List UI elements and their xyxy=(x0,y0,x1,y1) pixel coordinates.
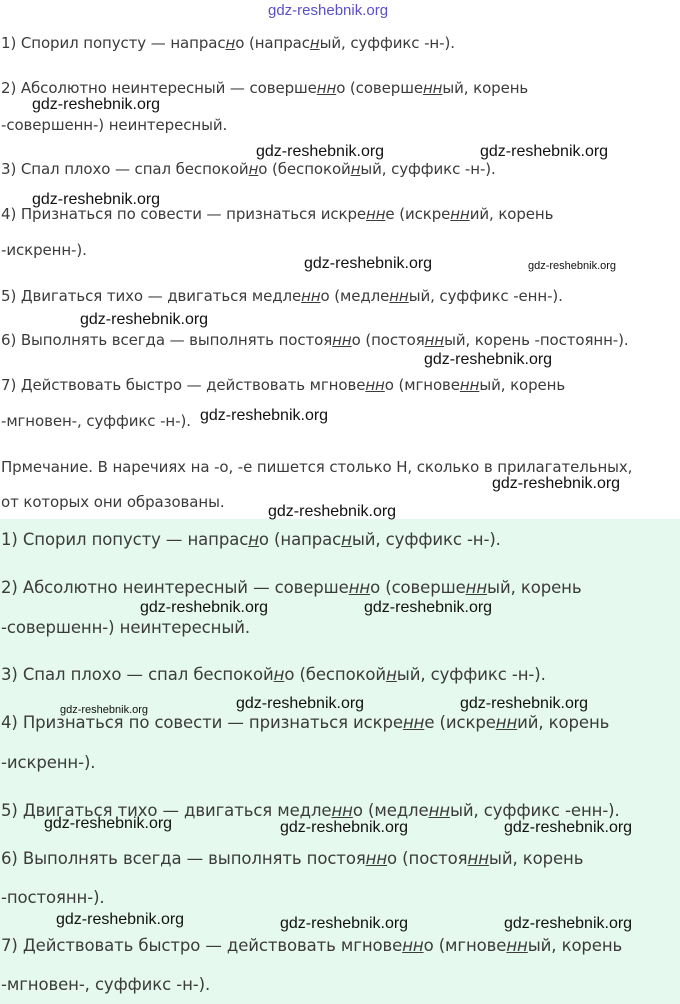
text-segment: ый, корень xyxy=(442,79,529,97)
watermark: gdz-reshebnik.org xyxy=(140,599,269,616)
answer-line xyxy=(1,375,565,395)
text-segment: Прмечание. В наречиях на -о, -е пишется столько Н, сколько в прилагательных, xyxy=(1,458,633,476)
text-segment: ый, корень -постоянн-). xyxy=(444,331,629,349)
text-segment: ый, суффикс -н-). xyxy=(351,530,501,549)
watermark: gdz-reshebnik.org xyxy=(492,475,621,492)
text-segment: о (беспокой xyxy=(258,160,351,178)
text-segment: 5) Двигаться тихо — двигаться медле xyxy=(1,287,302,305)
answer-line xyxy=(1,530,501,550)
watermark: gdz-reshebnik.org xyxy=(80,311,209,328)
underlined-letters: нн xyxy=(389,287,409,305)
text-segment: ый, суффикс -енн-). xyxy=(449,801,620,820)
text-segment: 4) Признаться по совести — признаться искре xyxy=(1,713,403,732)
underlined-letters: н xyxy=(225,34,236,52)
text-segment: 6) Выполнять всегда — выполнять постоя xyxy=(1,849,366,868)
underlined-letters: нн xyxy=(365,849,388,868)
text-segment: 6) Выполнять всегда — выполнять постоя xyxy=(1,331,333,349)
text-segment: ий, корень xyxy=(517,713,610,732)
text-segment: ый, суффикс -н-). xyxy=(360,160,496,178)
underlined-letters: нн xyxy=(495,713,518,732)
answer-line xyxy=(1,849,583,869)
watermark: gdz-reshebnik.org xyxy=(60,704,149,716)
text-segment: ый, суффикс -енн-). xyxy=(408,287,563,305)
answer-line xyxy=(1,33,455,53)
text-segment: о (медле xyxy=(352,801,429,820)
text-segment: от которых они образованы. xyxy=(1,493,225,511)
text-segment: -искренн-). xyxy=(1,753,96,772)
watermark: gdz-reshebnik.org xyxy=(304,255,433,272)
text-segment: о (постоя xyxy=(387,849,468,868)
note-line xyxy=(1,457,632,477)
watermark: gdz-reshebnik.org xyxy=(200,407,329,424)
watermark: gdz-reshebnik.org xyxy=(32,96,161,113)
text-segment: -совершенн-) неинтересный. xyxy=(1,116,228,134)
underlined-letters: нн xyxy=(428,801,450,820)
answer-line xyxy=(1,240,87,260)
text-segment: о (соверше xyxy=(336,79,423,97)
answer-line xyxy=(1,618,250,638)
underlined-letters: н xyxy=(386,665,397,684)
watermark: gdz-reshebnik.org xyxy=(460,695,589,712)
text-segment: 7) Действовать быстро — действовать мгнове xyxy=(1,376,366,394)
underlined-letters: н xyxy=(248,530,259,549)
underlined-letters: нн xyxy=(331,801,353,820)
underlined-letters: нн xyxy=(348,578,371,597)
answer-line xyxy=(1,753,95,773)
watermark: gdz-reshebnik.org xyxy=(268,503,397,520)
text-segment: е (искре xyxy=(424,713,496,732)
watermark: gdz-reshebnik.org xyxy=(268,2,389,19)
underlined-letters: нн xyxy=(402,713,425,732)
text-segment: 7) Действовать быстро — действовать мгнове xyxy=(1,936,403,955)
text-segment: о (соверше xyxy=(370,578,466,597)
answer-line xyxy=(1,578,581,598)
answer-line xyxy=(1,115,227,135)
note-line xyxy=(1,492,225,512)
answer-line xyxy=(1,888,105,908)
text-segment: 1) Спорил попусту — напрас xyxy=(1,530,249,549)
text-segment: 3) Спал плохо — спал беспокой xyxy=(1,160,249,178)
watermark: gdz-reshebnik.org xyxy=(32,191,161,208)
text-segment: -мгновен-, суффикс -н-). xyxy=(1,975,211,994)
underlined-letters: нн xyxy=(467,849,489,868)
text-segment: о (напрас xyxy=(258,530,342,549)
text-segment: ый, корень xyxy=(527,936,623,955)
underlined-letters: нн xyxy=(506,936,528,955)
watermark: gdz-reshebnik.org xyxy=(504,819,633,836)
text-segment: -совершенн-) неинтересный. xyxy=(1,618,251,637)
watermark: gdz-reshebnik.org xyxy=(44,815,173,832)
watermark: gdz-reshebnik.org xyxy=(504,915,633,932)
text-segment: 1) Спорил попусту — напрас xyxy=(1,34,226,52)
watermark: gdz-reshebnik.org xyxy=(424,351,553,368)
text-segment: ый, корень xyxy=(487,578,582,597)
underlined-letters: нн xyxy=(422,79,443,97)
text-segment: о (медле xyxy=(320,287,390,305)
text-segment: ый, корень xyxy=(479,376,566,394)
text-segment: о (постоя xyxy=(351,331,425,349)
underlined-letters: н xyxy=(273,665,285,684)
watermark: gdz-reshebnik.org xyxy=(280,915,409,932)
watermark: gdz-reshebnik.org xyxy=(56,911,185,928)
watermark: gdz-reshebnik.org xyxy=(364,599,493,616)
text-segment: 2) Абсолютно неинтересный — соверше xyxy=(1,79,317,97)
text-segment: о (беспокой xyxy=(284,665,387,684)
answer-line xyxy=(1,286,563,306)
watermark: gdz-reshebnik.org xyxy=(528,260,617,272)
text-segment: 5) Двигаться тихо — двигаться медле xyxy=(1,801,332,820)
text-segment: о (мгнове xyxy=(384,376,460,394)
watermark: gdz-reshebnik.org xyxy=(256,143,385,160)
watermark: gdz-reshebnik.org xyxy=(480,143,609,160)
answer-line xyxy=(1,159,496,179)
answer-line xyxy=(1,78,528,98)
underlined-letters: нн xyxy=(301,287,321,305)
underlined-letters: н xyxy=(248,160,259,178)
answer-line xyxy=(1,975,210,995)
answer-line xyxy=(1,936,622,956)
text-segment: 2) Абсолютно неинтересный — соверше xyxy=(1,578,349,597)
watermark: gdz-reshebnik.org xyxy=(236,695,365,712)
text-segment: -мгновен-, суффикс -н-). xyxy=(1,412,191,430)
answer-line xyxy=(1,665,546,685)
answer-line xyxy=(1,330,629,350)
underlined-letters: н xyxy=(341,530,352,549)
underlined-letters: н xyxy=(350,160,361,178)
text-segment: -искренн-). xyxy=(1,241,87,259)
text-segment: ый, суффикс -н-). xyxy=(319,34,455,52)
underlined-letters: нн xyxy=(365,376,385,394)
text-segment: 3) Спал плохо — спал беспокой xyxy=(1,665,274,684)
text-segment: о (напрас xyxy=(235,34,310,52)
underlined-letters: нн xyxy=(366,205,386,223)
text-segment: е (искре xyxy=(385,205,451,223)
underlined-letters: нн xyxy=(424,331,445,349)
underlined-letters: нн xyxy=(459,376,480,394)
text-segment: -постоянн-). xyxy=(1,888,105,907)
underlined-letters: нн xyxy=(465,578,488,597)
answer-line xyxy=(1,411,191,431)
underlined-letters: нн xyxy=(316,79,337,97)
underlined-letters: нн xyxy=(402,936,424,955)
text-segment: ий, корень xyxy=(469,205,554,223)
underlined-letters: н xyxy=(309,34,320,52)
underlined-letters: нн xyxy=(450,205,470,223)
text-segment: 4) Признаться по совести — признаться искре xyxy=(1,205,366,223)
underlined-letters: нн xyxy=(332,331,352,349)
answer-line xyxy=(1,713,609,733)
text-segment: ый, суффикс -н-). xyxy=(396,665,546,684)
text-segment: ый, корень xyxy=(488,849,584,868)
watermark: gdz-reshebnik.org xyxy=(280,819,409,836)
text-segment: о (мгнове xyxy=(423,936,507,955)
